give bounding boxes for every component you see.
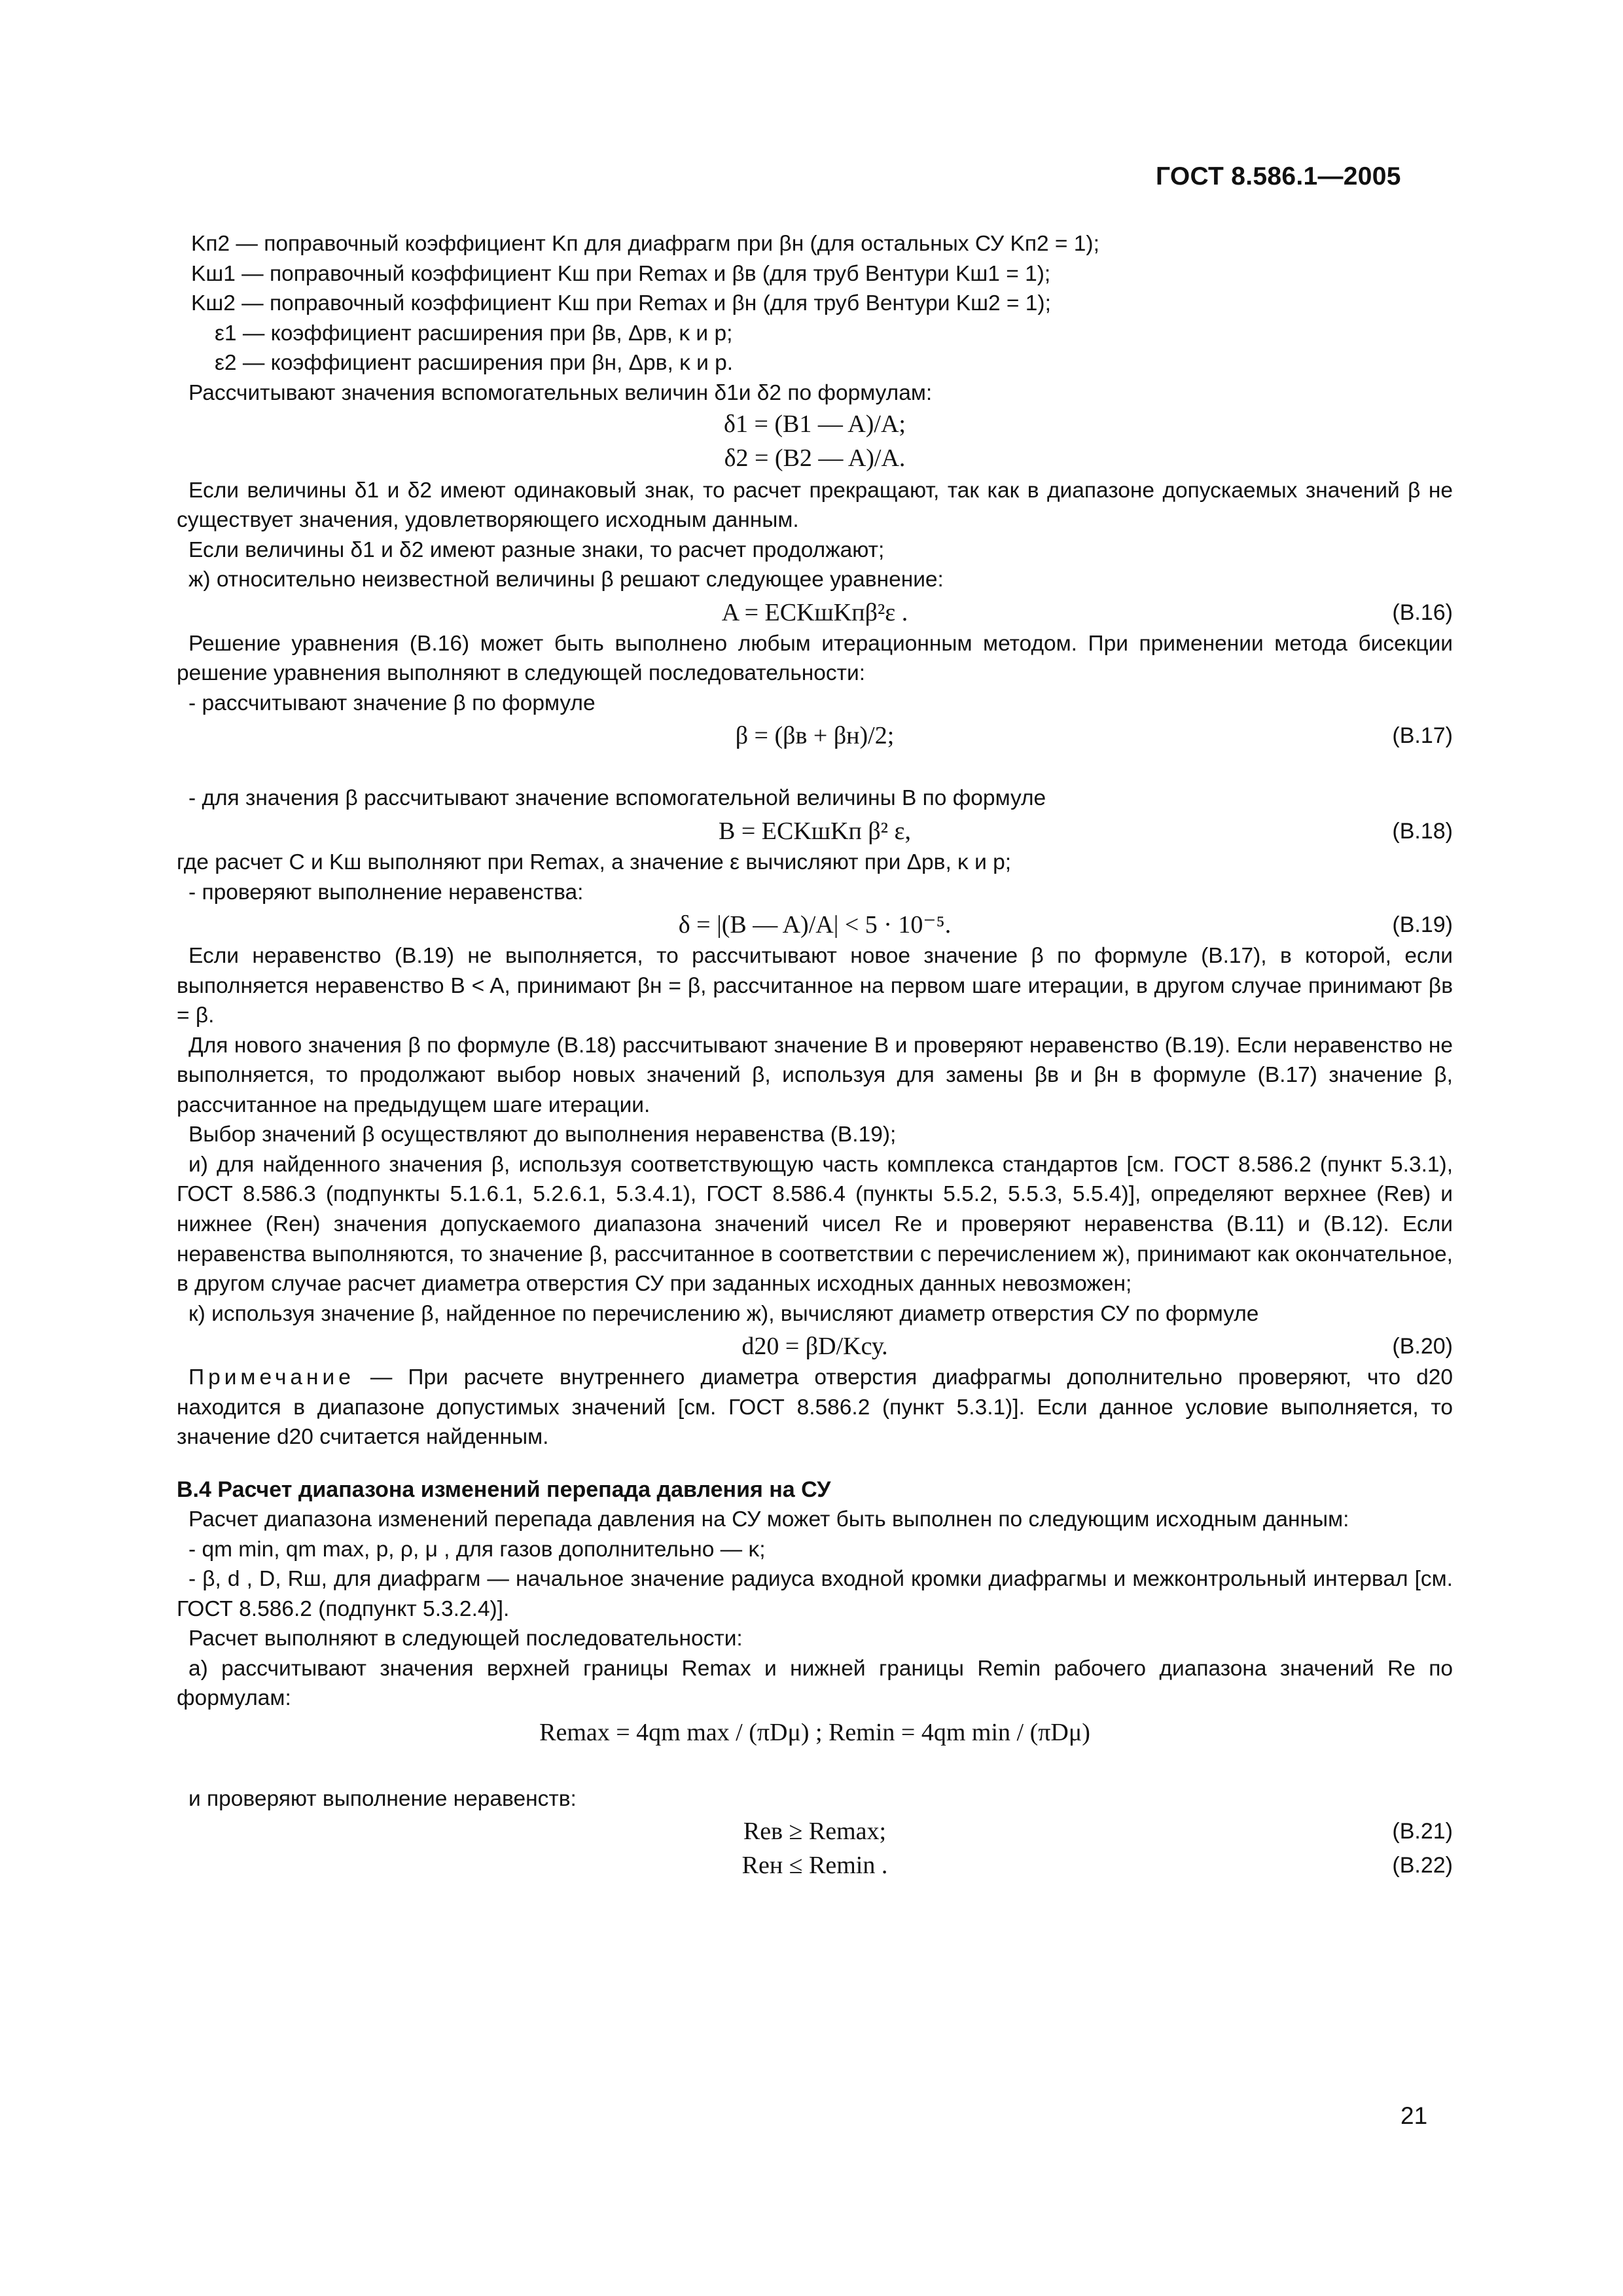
equation-b16-number: (В.16) — [1392, 600, 1453, 625]
paragraph-different-sign: Если величины δ1 и δ2 имеют разные знаки, то расчет продолжают; — [188, 537, 885, 562]
definition-ksh1: Kш1 — поправочный коэффициент Kш при Remax и βв (для труб Вентури Kш1 = 1); — [191, 261, 1051, 286]
equation-b20-number: (В.20) — [1392, 1334, 1453, 1359]
equation-b22-formula: Reн ≤ Remin . — [741, 1852, 888, 1880]
equation-b17-number: (В.17) — [1392, 723, 1453, 749]
spacer — [177, 1452, 1453, 1475]
section-b4-intro: Расчет диапазона изменений перепада давления на СУ может быть выполнен по следующим исходным данным: — [188, 1507, 1349, 1532]
formula-delta1: δ1 = (B1 — A)/A; — [724, 410, 906, 439]
paragraph-choice: Выбор значений β осуществляют до выполнения неравенства (В.19); — [188, 1122, 897, 1147]
definition-eps1: ε1 — коэффициент расширения при βв, Δpв, κ и p; — [215, 321, 733, 346]
equation-b20-formula: d20 = βD/Kсу. — [741, 1333, 888, 1361]
list-item-i: и) для найденного значения β, используя соответствующую часть комплекса стандартов [см. ГОСТ 8.586.2 (пункт 5.3.1), ГОСТ 8.586.3 (подпункты 5.1.6.1, 5.2.6.1, 5.3.4.1), ГОСТ 8.586.4 (пункты 5.5.2, 5.5.3, 5.5.4)], определяют верхнее (Reв) и нижнее (Reн) значения допускаемого диапазона значений чисел Re и проверяют неравенства (В.11) и (В.12). Если неравенства выполняются, то значение β, рассчитанное в соответствии с перечислением ж), принимают как окончательное, в другом случае расчет диаметра отверстия СУ при заданных исходных данных невозможен; — [177, 1152, 1453, 1297]
equation-b21-number: (В.21) — [1392, 1819, 1453, 1844]
note-text: — При расчете внутреннего диаметра отверстия диафрагмы дополнительно проверяют, что d20 находится в диапазоне допустимых значений [см. ГОСТ 8.586.2 (пункт 5.3.1)]. Если данное условие выполняется, то значение d20 считается найденным. — [177, 1365, 1453, 1450]
paragraph-not-met: Если неравенство (В.19) не выполняется, то рассчитывают новое значение β по формуле (В.17), в которой, если выполняется неравенство B < A, принимают βн = β, рассчитанное на первом шаге итерации, в другом случае принимают βв = β. — [177, 944, 1453, 1028]
list-item-zh: ж) относительно неизвестной величины β решают следующее уравнение: — [188, 567, 944, 592]
definition-eps2: ε2 — коэффициент расширения при βн, Δpв, κ и p. — [215, 351, 734, 376]
spacer — [177, 752, 1453, 783]
equation-b20 — [177, 1329, 1453, 1363]
bullet-compute-b: - для значения β рассчитывают значение вспомогательной величины B по формуле — [188, 786, 1046, 811]
equation-b17-formula: β = (βв + βн)/2; — [735, 722, 895, 750]
equation-b17 — [177, 718, 1453, 752]
list-item-k: к) используя значение β, найденное по перечислению ж), вычисляют диаметр отверстия СУ по формуле — [188, 1301, 1259, 1326]
definition-kp2: Kп2 — поправочный коэффициент Kп для диафрагм при βн (для остальных СУ Kп2 = 1); — [191, 232, 1099, 256]
note — [177, 1363, 1453, 1452]
bullet-compute-beta: - рассчитывают значение β по формуле — [188, 691, 596, 715]
document-header: ГОСТ 8.586.1—2005 — [1156, 162, 1401, 190]
formula-delta2: δ2 = (B2 — A)/A. — [724, 444, 906, 472]
paragraph-solution: Решение уравнения (В.16) может быть выполнено любым итерационным методом. При применении метода бисекции решение уравнения выполняют в следующей последовательности: — [177, 631, 1453, 686]
paragraph-where: где расчет C и Kш выполняют при Remax, а значение ε вычисляют при Δpв, κ и p; — [177, 850, 1012, 874]
equation-b16-formula: A = ECKшKпβ²ε . — [721, 598, 908, 626]
equation-b19-formula: δ = |(B — A)/A| < 5 · 10⁻⁵. — [678, 911, 952, 939]
paragraph-new-value: Для нового значения β по формуле (В.18) рассчитывают значение В и проверяют неравенство (В.19). Если неравенство не выполняется, то продолжают выбор новых значений β, используя для замены βв и βн в формуле (В.17) значение β, рассчитанное на предыдущем шаге итерации. — [177, 1033, 1453, 1117]
paragraph-same-sign: Если величины δ1 и δ2 имеют одинаковый знак, то расчет прекращают, так как в диапазоне допускаемых значений β не существует значения, удовлетворяющего исходным данным. — [177, 478, 1453, 533]
equation-b21-formula: Reв ≥ Remax; — [743, 1818, 887, 1846]
bullet-check-inequality: - проверяют выполнение неравенства: — [188, 880, 584, 905]
re-range-formulas — [177, 1713, 1453, 1784]
section-b4-bullet-1: - qm min, qm max, p, ρ, μ , для газов дополнительно — κ; — [188, 1537, 766, 1562]
page-body — [177, 229, 1453, 1882]
equation-b18-formula: B = ECKшKп β² ε, — [719, 817, 911, 845]
equation-b19 — [177, 907, 1453, 941]
equation-b18 — [177, 814, 1453, 848]
section-b4-bullet-2: - β, d , D, Rш, для диафрагм — начальное значение радиуса входной кромки диафрагмы и межконтрольный интервал [см. ГОСТ 8.586.2 (подпункт 5.3.2.4)]. — [177, 1567, 1453, 1621]
equation-b18-number: (В.18) — [1392, 819, 1453, 844]
equation-b22-number: (В.22) — [1392, 1853, 1453, 1878]
equation-b19-number: (В.19) — [1392, 912, 1453, 938]
equation-b21 — [177, 1814, 1453, 1848]
equation-b22 — [177, 1848, 1453, 1882]
section-b4-item-a: а) рассчитывают значения верхней границы Remax и нижней границы Remin рабочего диапазона значений Re по формулам: — [177, 1656, 1453, 1711]
definition-ksh2: Kш2 — поправочный коэффициент Kш при Remax и βн (для труб Вентури Kш2 = 1); — [191, 291, 1051, 316]
section-b4-sequence: Расчет выполняют в следующей последовательности: — [188, 1626, 743, 1651]
section-b4-check: и проверяют выполнение неравенств: — [188, 1786, 577, 1811]
page-number: 21 — [1400, 2102, 1428, 2129]
re-range-formula: Remax = 4qm max / (πDμ) ; Remin = 4qm min / (πDμ) — [539, 1718, 1090, 1746]
equation-b16 — [177, 595, 1453, 629]
note-label: Примечание — [188, 1365, 355, 1390]
paragraph-aux-values: Рассчитывают значения вспомогательных величин δ1и δ2 по формулам: — [188, 380, 933, 405]
section-b4-heading: В.4 Расчет диапазона изменений перепада давления на СУ — [177, 1477, 831, 1502]
